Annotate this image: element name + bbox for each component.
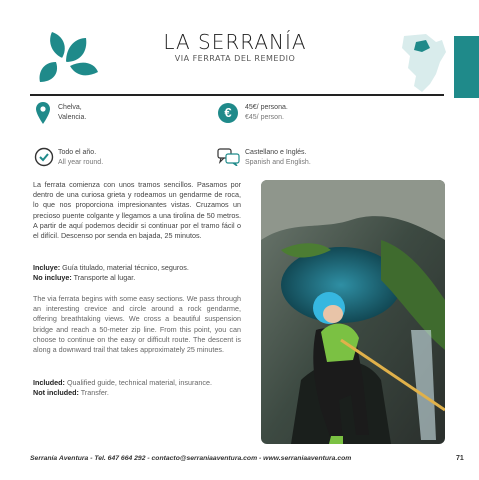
euro-icon: € bbox=[218, 103, 238, 123]
spanish-description: La ferrata comienza con unos tramos sencillos. Pasamos por dentro de una curiosa grieta y rodeamos un gendarme de roca, lo que nos proporciona impresionantes vistas. Cruzamos un precioso puente colgante y llegamos a una tirolina de 50 metros. A partir de aquí podemos decidir si continuar por el tramo fácil o el difícil. Descenso por senda en bajada, 25 minutos. bbox=[33, 180, 241, 241]
spanish-includes bbox=[33, 263, 241, 283]
price-line-es: 45€/ persona. bbox=[245, 104, 288, 111]
language-line-en: Spanish and English. bbox=[245, 159, 311, 166]
location-info bbox=[58, 103, 86, 123]
location-line-2: Valencia. bbox=[58, 114, 87, 121]
location-pin-icon bbox=[36, 102, 50, 124]
season-info bbox=[58, 148, 103, 168]
header-divider bbox=[30, 94, 444, 96]
speech-bubbles-icon bbox=[217, 148, 241, 166]
footer-contact: Serranía Aventura - Tel. 647 664 292 - contacto@serraniaaventura.com - www.serraniaaventura.com bbox=[30, 455, 352, 462]
price-line-en: €45/ person. bbox=[245, 114, 284, 121]
english-description: The via ferrata begins with some easy sections. We pass through an interesting crevice and circle around a rock gendarme, offering breathtaking views. We cross a beautiful suspension bridge and reach a 50-meter zip line. From this point, you can choose to continue on the easy or difficult route. The descent is along a downward trail that takes approximately 25 minutes. bbox=[33, 294, 241, 355]
via-ferrata-photo bbox=[261, 180, 445, 444]
leaf-logo-icon bbox=[36, 32, 102, 84]
season-line-en: All year round. bbox=[58, 159, 104, 166]
season-line-es: Todo el año. bbox=[58, 149, 97, 156]
page-subtitle: VIA FERRATA DEL REMEDIO bbox=[174, 54, 296, 63]
excludes-value: Transporte al lugar. bbox=[71, 273, 136, 283]
includes-value: Guía titulado, material técnico, seguros. bbox=[60, 263, 189, 272]
english-includes bbox=[33, 378, 241, 398]
excludes-label: No incluye: bbox=[33, 273, 72, 283]
section-tab bbox=[454, 36, 479, 98]
included-value: Qualified guide, technical material, insurance. bbox=[64, 378, 212, 387]
not-included-label: Not included: bbox=[33, 388, 79, 398]
page-number: 71 bbox=[456, 455, 464, 462]
page-title: LA SERRANÍA bbox=[163, 30, 307, 54]
price-info bbox=[245, 103, 288, 123]
includes-label: Incluye: bbox=[33, 263, 61, 272]
language-line-es: Castellano e Inglés. bbox=[245, 149, 307, 156]
map-region-icon bbox=[396, 32, 452, 94]
language-info bbox=[245, 148, 311, 168]
included-label: Included: bbox=[33, 378, 65, 387]
location-line-1: Chelva, bbox=[58, 104, 82, 111]
check-badge-icon bbox=[34, 147, 54, 167]
not-included-value: Transfer. bbox=[78, 388, 109, 398]
